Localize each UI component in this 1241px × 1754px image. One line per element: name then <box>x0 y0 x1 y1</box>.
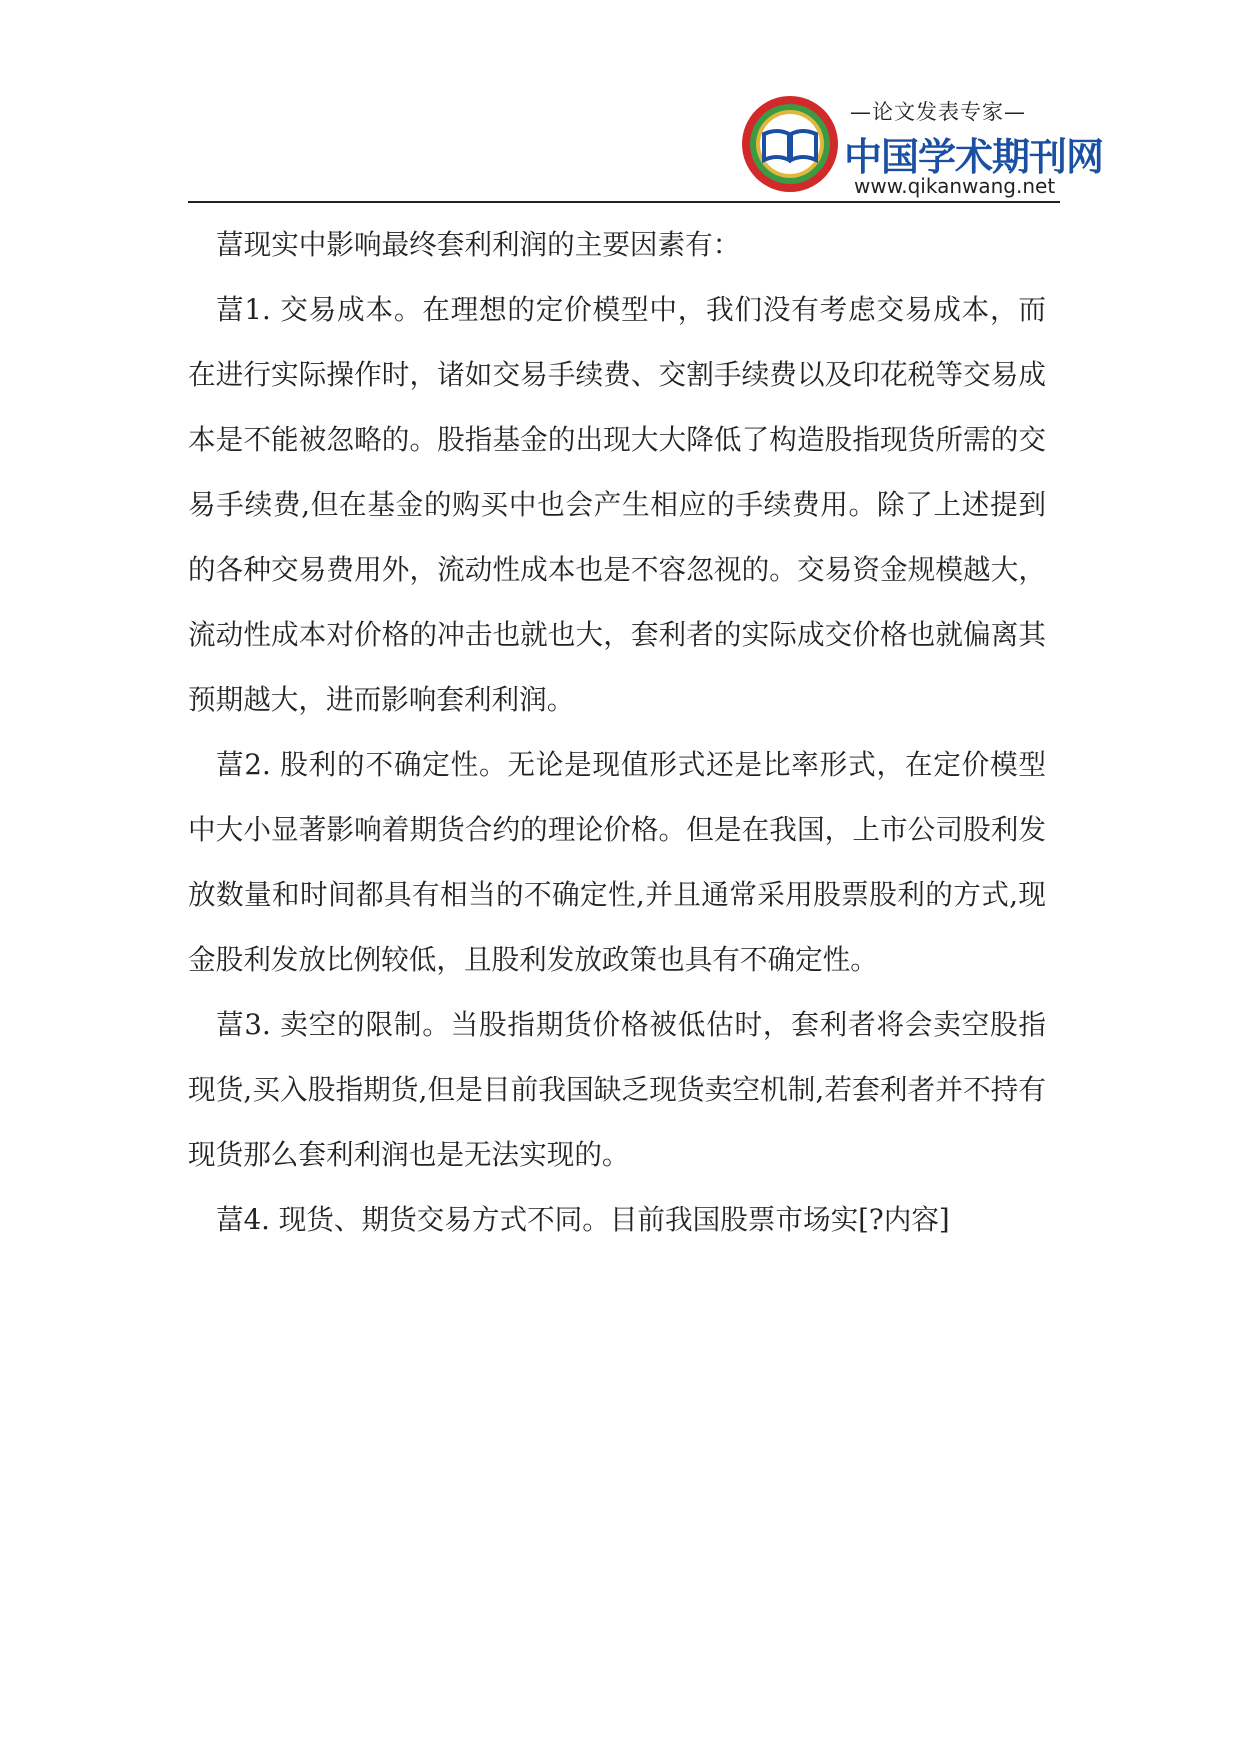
logo-url[interactable]: www.qikanwang.net <box>854 174 1056 198</box>
paragraph-intro: 葍现实中影响最终套利利润的主要因素有： <box>216 228 741 261</box>
paragraph-short-selling: 葍3. 卖空的限制。当股指期货价格被低估时，套利者将会卖空股指现货,买入股指期货,但是目前我国缺乏现货卖空机制,若套利者并不持有现货那么套利利润也是无法实现的。 <box>188 1008 1046 1171</box>
paragraph-trading-methods: 葍4. 现货、期货交易方式不同。目前我国股票市场实[?内容] <box>216 1203 950 1236</box>
paragraph-dividend-uncertainty: 葍2. 股利的不确定性。无论是现值形式还是比率形式，在定价模型中大小显著影响着期货合约的理论价格。但是在我国，上市公司股利发放数量和时间都具有相当的不确定性,并且通常采用股票股利的方式,现金股利发放比例较低，且股利发放政策也具有不确定性。 <box>188 748 1046 976</box>
seal-emblem-icon <box>740 94 840 194</box>
paragraph-transaction-cost: 葍1. 交易成本。在理想的定价模型中，我们没有考虑交易成本，而在进行实际操作时，诸如交易手续费、交割手续费以及印花税等交易成本是不能被忽略的。股指基金的出现大大降低了构造股指现货所需的交易手续费,但在基金的购买中也会产生相应的手续费用。除了上述提到的各种交易费用外，流动性成本也是不容忽视的。交易资金规模越大，流动性成本对价格的冲击也就也大，套利者的实际成交价格也就偏离其预期越大，进而影响套利利润。 <box>188 293 1046 716</box>
article-body <box>188 212 1046 1252</box>
logo-tagline: —论文发表专家— <box>850 100 1026 124</box>
logo-title: 中国学术期刊网 <box>844 135 1104 179</box>
header-divider <box>188 201 1060 203</box>
site-logo[interactable] <box>740 88 1104 200</box>
